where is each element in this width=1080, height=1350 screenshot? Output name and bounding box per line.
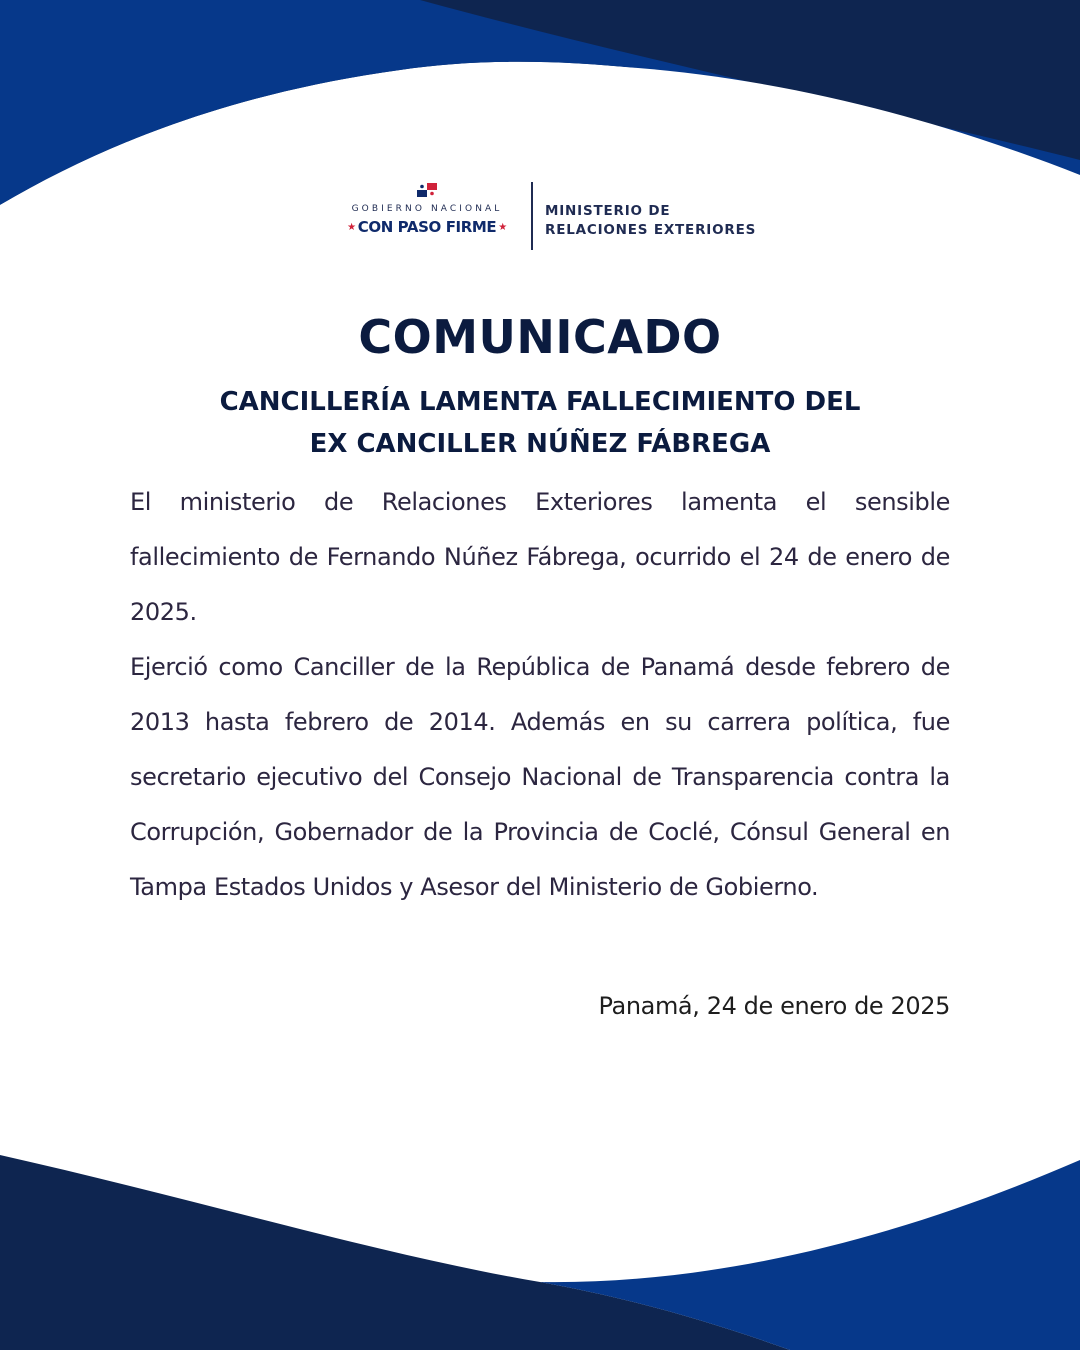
place-date: Panamá, 24 de enero de 2025 bbox=[598, 992, 950, 1020]
ministry-line-2: RELACIONES EXTERIORES bbox=[545, 222, 757, 238]
gobierno-nacional-logo bbox=[334, 180, 520, 252]
body-paragraph-2: Ejerció como Canciller de la República de Panamá desde febrero de 2013 hasta febrero de 2014. Además en su carrera política, fue secretario ejecutivo del Consejo Nacional de Transparencia contra la Corrupción, Gobernador de la Provincia de Coclé, Cónsul General en Tampa Estados Unidos y Asesor del Ministerio de Gobierno. bbox=[130, 653, 950, 901]
body-paragraph-1: El ministerio de Relaciones Exteriores lamenta el sensible fallecimiento de Fernando Núñez Fábrega, ocurrido el 24 de enero de 2025. bbox=[130, 488, 950, 626]
logo-divider bbox=[531, 182, 533, 250]
gobierno-nacional-text: GOBIERNO NACIONAL bbox=[351, 204, 503, 214]
subtitle-line-2: EX CANCILLER NÚÑEZ FÁBREGA bbox=[309, 429, 771, 459]
slogan-text: CON PASO FIRME bbox=[357, 218, 497, 236]
page-title: COMUNICADO bbox=[358, 310, 722, 364]
subtitle-line-1: CANCILLERÍA LAMENTA FALLECIMIENTO DEL bbox=[219, 387, 861, 417]
panama-flag-icon bbox=[417, 183, 437, 197]
government-logo bbox=[0, 180, 1080, 252]
page-subtitle bbox=[0, 381, 1080, 465]
slogan-row bbox=[334, 218, 520, 236]
ministry-line-1: MINISTERIO DE bbox=[545, 203, 671, 219]
ministry-name bbox=[545, 202, 785, 240]
star-icon: ★ bbox=[347, 222, 356, 233]
star-icon: ★ bbox=[498, 222, 507, 233]
communique-body bbox=[130, 475, 950, 915]
